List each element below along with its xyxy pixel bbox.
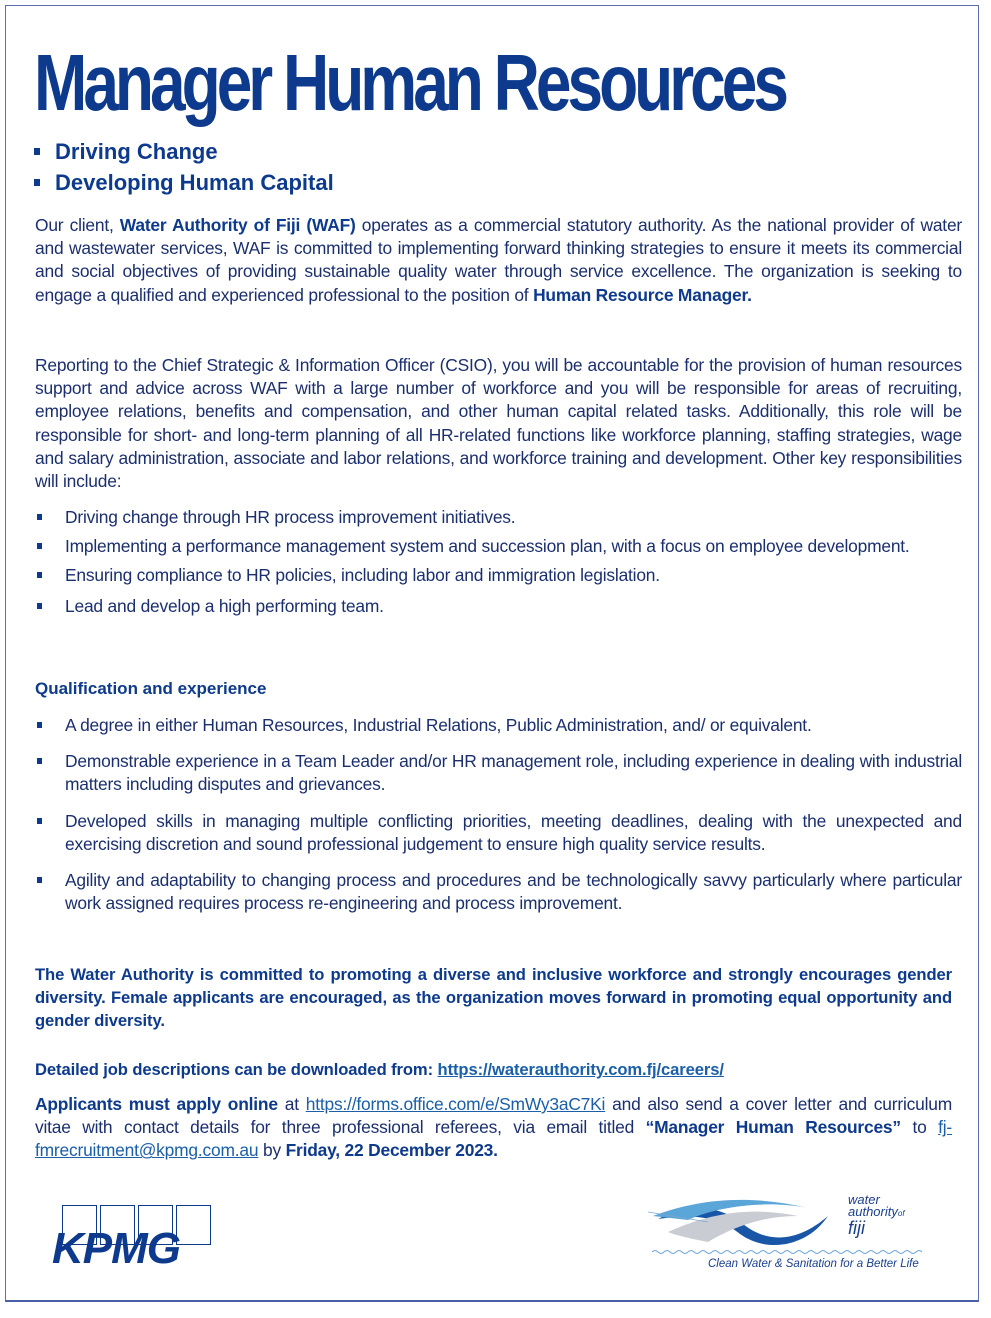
kpmg-logo [50, 1205, 215, 1273]
subtitle-bullets [34, 136, 334, 198]
list-item: Ensuring compliance to HR policies, including labor and immigration legislation. [35, 564, 962, 587]
list-item: Lead and develop a high performing team. [35, 595, 962, 618]
reporting-paragraph: Reporting to the Chief Strategic & Information Officer (CSIO), you will be accountable for the provision of human resources support and advice across WAF with a large number of workforce and you will be responsible for areas of recruiting, employee relations, benefits and compensation, and other human capital related tasks. Additionally, this role will be responsible for short- and long-term planning of all HR-related functions like workforce planning, staffing strategies, wage and salary administration, associate and labor relations, and workforce training and development. Other key responsibilities will include: [35, 355, 962, 492]
kpmg-logo-box [176, 1205, 211, 1245]
email-subject: “Manager Human Resources” [645, 1117, 901, 1138]
subtitle-bullet: Driving Change [34, 136, 334, 167]
list-item: Developed skills in managing multiple conflicting priorities, meeting deadlines, dealing with the unexpected and exercising discretion and sound professional judgement to ensure high quality service results. [35, 810, 962, 856]
email-link[interactable]: fj-fmrecruitment@kpmg.com.au [35, 1117, 952, 1161]
list-item: Driving change through HR process improvement initiatives. [35, 506, 962, 529]
careers-link[interactable]: https://waterauthority.com.fj/careers/ [437, 1060, 724, 1079]
deadline: Friday, 22 December 2023. [285, 1140, 498, 1161]
subtitle-bullet: Developing Human Capital [34, 167, 334, 198]
wave-emblem-icon [648, 1194, 848, 1254]
application-form-link[interactable]: https://forms.office.com/e/SmWy3aC7Ki [305, 1094, 606, 1114]
qualifications-heading: Qualification and experience [35, 679, 267, 698]
square-bullet-icon [34, 179, 40, 186]
wave-divider-icon [652, 1248, 924, 1256]
square-bullet-icon [37, 603, 42, 609]
job-descriptions-line: Detailed job descriptions can be downloaded from: https://waterauthority.com.fj/careers/ [35, 1060, 724, 1079]
responsibilities-list [35, 506, 962, 618]
square-bullet-icon [37, 543, 42, 549]
square-bullet-icon [37, 818, 42, 824]
diversity-statement: The Water Authority is committed to promoting a diverse and inclusive workforce and strongly encourages gender diversity. Female applicants are encouraged, as the organization moves forward in promoting equal opportunity and gender diversity. [35, 965, 952, 1031]
page-title: Manager Human Resources [34, 38, 785, 127]
square-bullet-icon [37, 877, 42, 883]
square-bullet-icon [37, 572, 42, 578]
list-item: Demonstrable experience in a Team Leader and/or HR management role, including experience in dealing with industrial matters including disputes and grievances. [35, 750, 962, 796]
qualifications-list [35, 714, 962, 915]
square-bullet-icon [37, 758, 42, 764]
waf-wordmark: water authorityof fiji [848, 1192, 905, 1238]
water-authority-fiji-logo [648, 1190, 928, 1280]
list-item: Agility and adaptability to changing process and procedures and be technologically savvy particularly where particular work assigned requires process re-engineering and process improvement. [35, 869, 962, 915]
square-bullet-icon [37, 514, 42, 520]
square-bullet-icon [37, 722, 42, 728]
intro-paragraph: Our client, Water Authority of Fiji (WAF) operates as a commercial statutory authority. As the national provider of water and wastewater services, WAF is committed to implementing forward thinking strategies to ensure it meets its commercial and social objectives of providing sustainable quality water through service excellence. The organization is seeking to engage a qualified and experienced professional to the position of Human Resource Manager. [35, 215, 963, 305]
list-item: A degree in either Human Resources, Industrial Relations, Public Administration, and/ or equivalent. [35, 714, 962, 737]
client-name: Water Authority of Fiji (WAF) [119, 215, 356, 235]
position-name: Human Resource Manager. [533, 284, 752, 305]
waf-tagline: Clean Water & Sanitation for a Better Life [708, 1258, 919, 1270]
apply-paragraph: Applicants must apply online at https://forms.office.com/e/SmWy3aC7Ki and also send a cover letter and curriculum vitae with contact details for three professional referees, via email titled “Manager Human Resources” to fj-fmrecruitment@kpmg.com.au by Friday, 22 December 2023. [35, 1094, 953, 1161]
square-bullet-icon [34, 148, 40, 155]
list-item: Implementing a performance management system and succession plan, with a focus on employee development. [35, 535, 962, 558]
kpmg-wordmark: KPMG [52, 1224, 180, 1273]
